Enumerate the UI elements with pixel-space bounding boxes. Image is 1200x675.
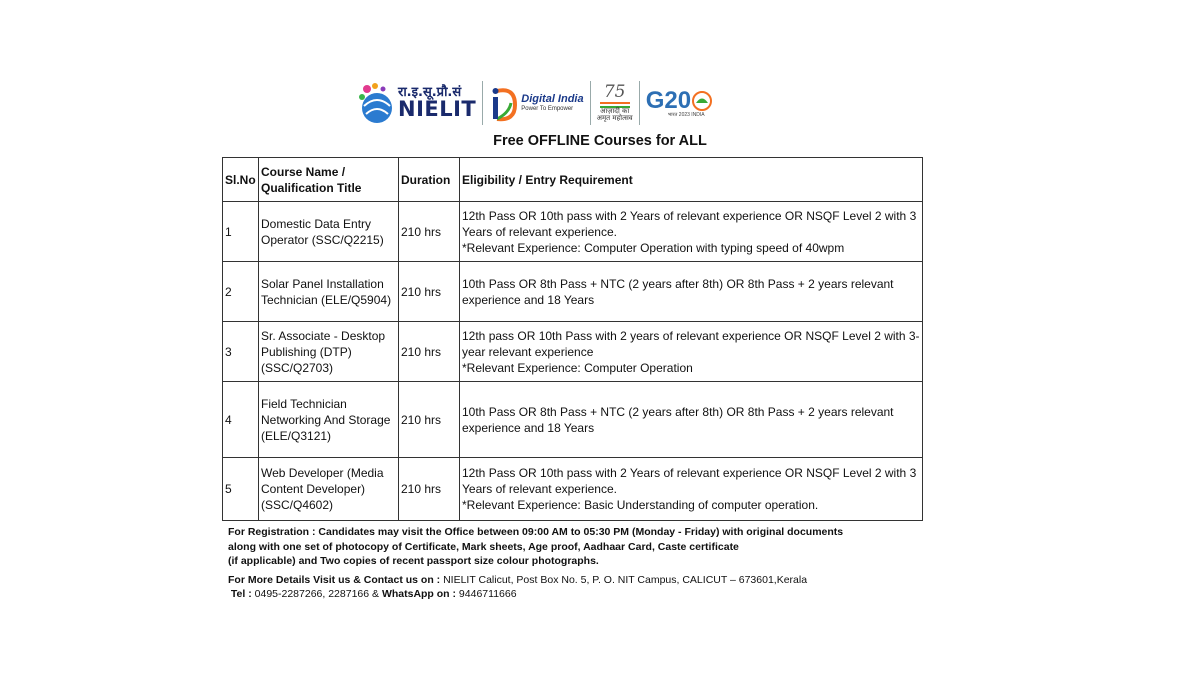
cell-eligibility [460,262,923,322]
cell-duration: 210 hrs [399,458,460,521]
footer [228,525,928,602]
azadi-number: 75 [603,81,626,102]
eligibility-note: *Relevant Experience: Computer Operation with typing speed of 40wpm [462,240,845,255]
nielit-text: NIELIT [398,97,477,121]
nielit-hindi-text: रा.इ.सू.प्रौ.सं [398,85,462,100]
table-header-row [223,158,923,202]
g20-text: G20 [645,86,692,114]
table-row [223,458,923,521]
eligibility-text: 12th pass OR 10th Pass with 2 years of relevant experience OR NSQF Level 2 with 3-year relevant experience [462,328,920,359]
cell-slno: 1 [223,202,259,262]
g20-tagline: भारत 2023 INDIA [667,111,705,118]
cell-eligibility [460,322,923,382]
header-course: Course Name / Qualification Title [259,158,399,202]
cell-duration: 210 hrs [399,262,460,322]
cell-course: Web Developer (Media Content Developer) (SSC/Q4602) [259,458,399,521]
digital-india-logo [489,78,583,128]
azadi-text-2: अमृत महोत्सव [596,113,633,122]
lotus-icon [691,90,713,112]
page-title: Free OFFLINE Courses for ALL [493,133,707,149]
cell-slno: 5 [223,458,259,521]
tel-value: 0495-2287266, 2287166 & [251,588,382,600]
cell-eligibility [460,458,923,521]
contact-phone-line [228,587,928,602]
registration-line-2: along with one set of photocopy of Certificate, Mark sheets, Age proof, Aadhaar Card, Caste certificate [228,540,739,553]
eligibility-text: 10th Pass OR 8th Pass + NTC (2 years after 8th) OR 8th Pass + 2 years relevant experience and 18 Years [462,404,894,435]
eligibility-text: 12th Pass OR 10th pass with 2 Years of relevant experience OR NSQF Level 2 with 3 Years of relevant experience. [462,208,917,239]
whatsapp-value: 9446711666 [456,588,517,600]
azadi-logo [597,78,633,128]
logo-divider [482,81,483,125]
table-row [223,202,923,262]
contact-label: For More Details Visit us & Contact us on : [228,573,441,586]
azadi-text-1: आज़ादी का [600,106,630,115]
header-eligibility: Eligibility / Entry Requirement [460,158,923,202]
table-row [223,322,923,382]
cell-course: Sr. Associate - Desktop Publishing (DTP) (SSC/Q2703) [259,322,399,382]
cell-slno: 2 [223,262,259,322]
contact-address-line [228,573,928,588]
digital-india-text: Digital India [521,93,584,106]
registration-line-3: (if applicable) and Two copies of recent passport size colour photographs. [228,555,599,567]
digital-india-icon [489,83,519,123]
logo-divider [639,81,640,125]
eligibility-text: 12th Pass OR 10th pass with 2 Years of relevant experience OR NSQF Level 2 with 3 Years of relevant experience. [462,466,917,496]
contact-address: NIELIT Calicut, Post Box No. 5, P. O. NIT Campus, CALICUT – 673601,Kerala [440,573,808,586]
table-row [223,382,923,458]
eligibility-note: *Relevant Experience: Basic Understanding of computer operation. [462,498,819,512]
logo-divider [590,81,591,125]
cell-course: Field Technician Networking And Storage (ELE/Q3121) [259,382,399,458]
nielit-globe-icon [358,80,396,126]
digital-india-tagline: Power To Empower [521,105,574,112]
whatsapp-label: WhatsApp on : [381,588,457,600]
cell-duration: 210 hrs [399,202,460,262]
cell-course: Solar Panel Installation Technician (ELE/Q5904) [259,262,399,322]
eligibility-note: *Relevant Experience: Computer Operation [462,360,693,375]
table-row [223,262,923,322]
cell-eligibility [460,202,923,262]
registration-info [228,525,928,569]
eligibility-text: 10th Pass OR 8th Pass + NTC (2 years after 8th) OR 8th Pass + 2 years relevant experience and 18 Years [462,276,894,307]
cell-duration: 210 hrs [399,322,460,382]
cell-eligibility [460,382,923,458]
g20-logo [646,78,713,128]
nielit-logo [358,78,476,128]
tel-label: Tel : [230,588,252,600]
header-duration: Duration [399,158,460,202]
cell-course: Domestic Data Entry Operator (SSC/Q2215) [259,202,399,262]
cell-slno: 4 [223,382,259,458]
cell-slno: 3 [223,322,259,382]
courses-table [222,157,923,521]
registration-line-1: For Registration : Candidates may visit the Office between 09:00 AM to 05:30 PM (Monday - Friday) with original documents [228,526,844,538]
logo-strip [358,78,728,128]
header-slno: Sl.No [223,158,259,202]
cell-duration: 210 hrs [399,382,460,458]
